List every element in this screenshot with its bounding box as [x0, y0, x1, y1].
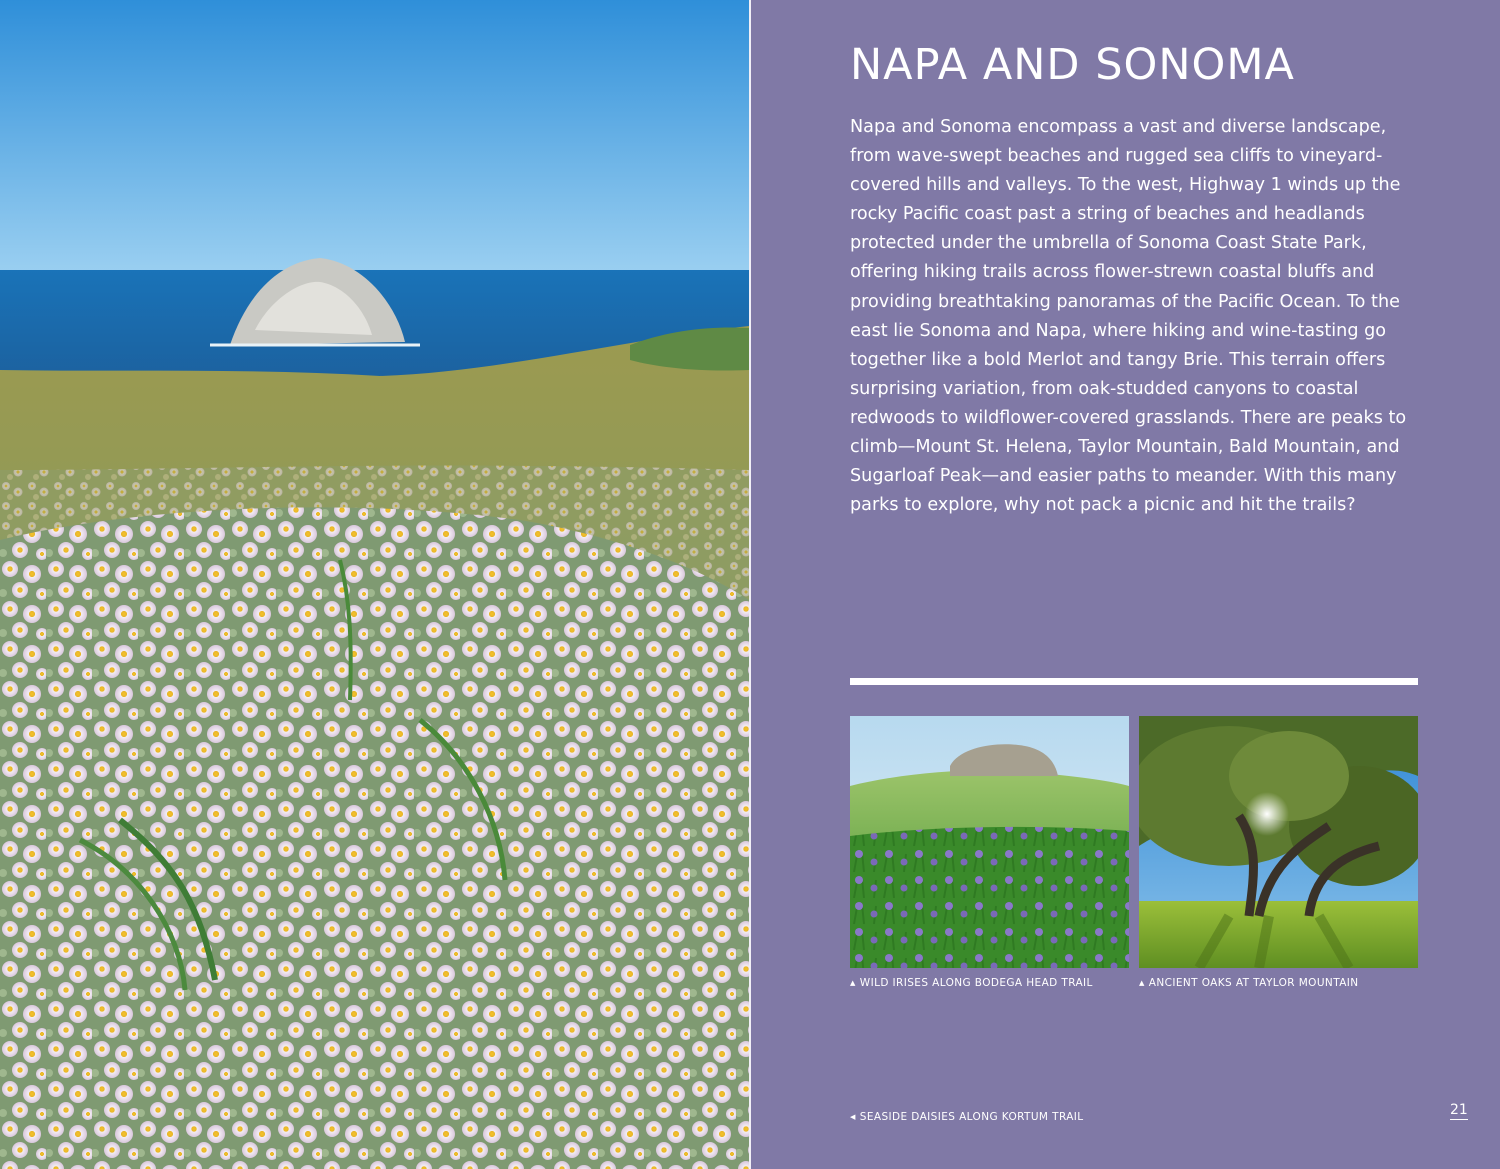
photo-wild-irises	[850, 716, 1129, 968]
photo-ancient-oaks	[1139, 716, 1418, 968]
caption-seaside-daisies: ◀ SEASIDE DAISIES ALONG KORTUM TRAIL	[850, 1111, 1084, 1123]
triangle-up-icon: ▲	[1139, 979, 1145, 987]
caption-ancient-oaks: ▲ ANCIENT OAKS AT TAYLOR MOUNTAIN	[1139, 977, 1359, 989]
caption-wild-irises: ▲ WILD IRISES ALONG BODEGA HEAD TRAIL	[850, 977, 1093, 989]
divider-rule	[850, 678, 1418, 685]
ancient-oaks-image	[1139, 716, 1418, 968]
triangle-left-icon: ◀	[850, 1113, 856, 1121]
seaside-daisies-image	[0, 0, 749, 1169]
page-title: NAPA AND SONOMA	[850, 40, 1295, 90]
wild-irises-image	[850, 716, 1129, 968]
intro-paragraph: Napa and Sonoma encompass a vast and diverse landscape, from wave-swept beaches and rugged sea cliffs to vineyard-covered hills and valleys. To the west, Highway 1 winds up the rocky Pacific coast past a string of beaches and headlands protected under the umbrella of Sonoma Coast State Park, offering hiking trails across flower-strewn coastal bluffs and providing breathtaking panoramas of the Pacific Ocean. To the east lie Sonoma and Napa, where hiking and wine-tasting go together like a bold Merlot and tangy Brie. This terrain offers surprising variation, from oak-studded canyons to coastal redwoods to wildflower-covered grasslands. There are peaks to climb—Mount St. Helena, Taylor Mountain, Bald Mountain, and Sugarloaf Peak—and easier paths to meander. With this many parks to explore, why not pack a picnic and hit the trails?	[850, 117, 1407, 516]
main-photo-seaside-daisies	[0, 0, 749, 1169]
triangle-up-icon: ▲	[850, 979, 856, 987]
page-number: 21	[1450, 1102, 1468, 1118]
right-page	[751, 0, 1500, 1169]
